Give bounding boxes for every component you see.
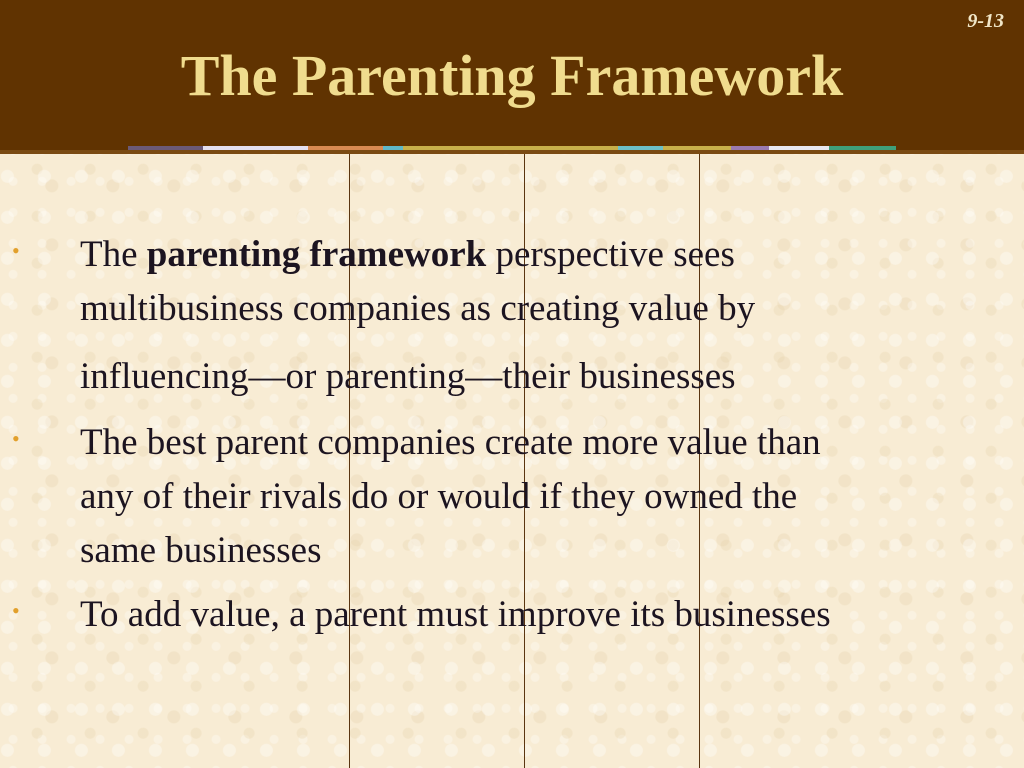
bullet-2-line-3: same businesses xyxy=(80,530,322,571)
page-number: 9-13 xyxy=(967,10,1004,32)
bullet-1-line-1: The parenting framework perspective sees xyxy=(80,234,735,275)
bullet-text-3 xyxy=(80,588,1010,642)
bullet-3-line-1: To add value, a parent must improve its businesses xyxy=(80,594,831,635)
bullet-1-line-3: influencing—or parenting—their businesses xyxy=(80,356,736,397)
slide-title: The Parenting Framework xyxy=(180,43,844,108)
bullet-text-2 xyxy=(80,416,1010,578)
bullet-1-line-2: multibusiness companies as creating value by xyxy=(80,288,756,329)
bullet-icon: • xyxy=(12,598,20,623)
bullet-icon: • xyxy=(12,238,20,263)
bullet-2-line-2: any of their rivals do or would if they owned the xyxy=(80,476,798,517)
bullet-2-line-1: The best parent companies create more value than xyxy=(80,422,821,463)
bullet-icon: • xyxy=(12,426,20,451)
bullet-text-1 xyxy=(80,228,1010,404)
slide-header xyxy=(0,0,1024,150)
header-divider xyxy=(0,150,1024,154)
